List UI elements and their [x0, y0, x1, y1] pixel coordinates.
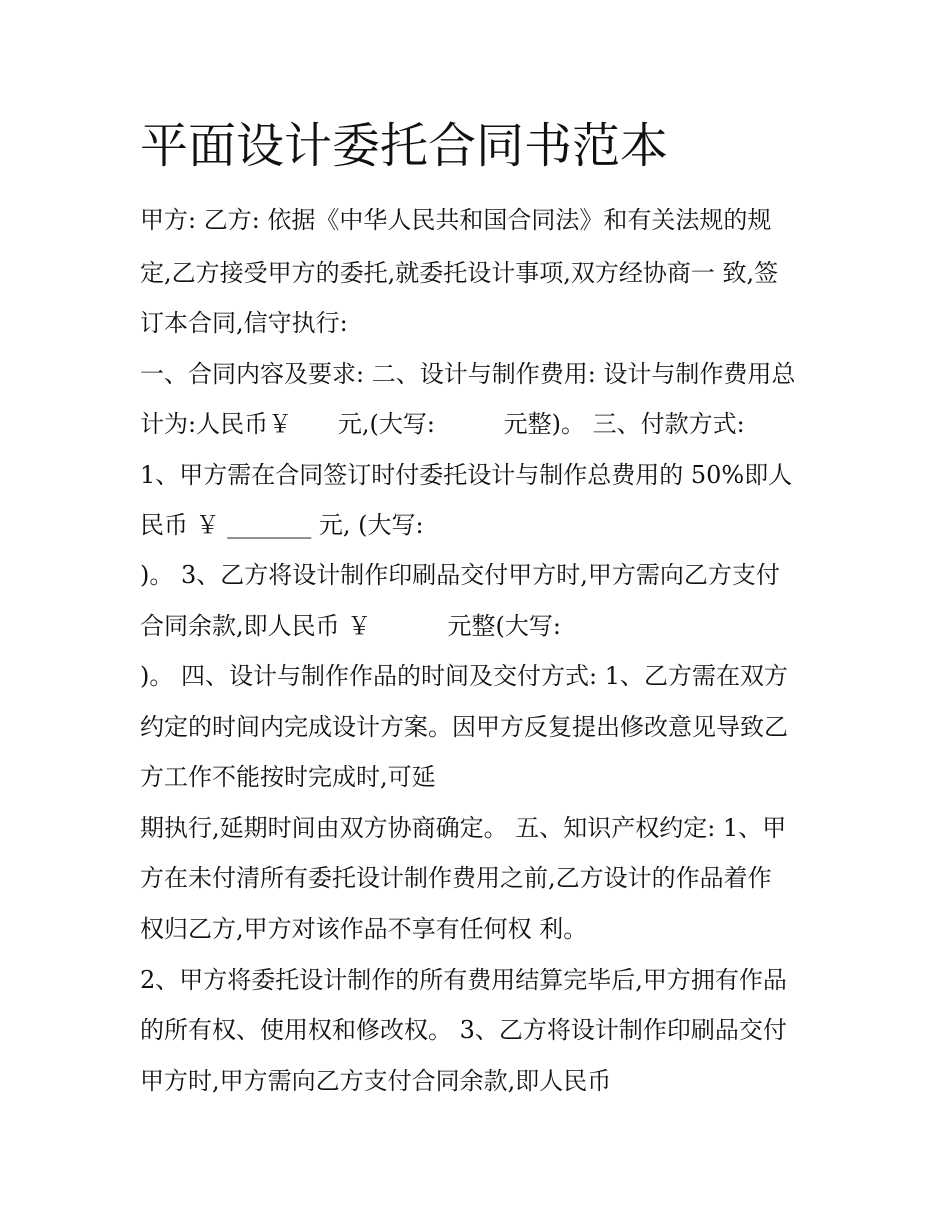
body-line: 方工作不能按时完成时,可延 [140, 763, 436, 791]
body-line: )。 四、设计与制作作品的时间及交付方式: 1、乙方需在双方 [140, 662, 788, 690]
body-line: 计为:人民币￥ 元,(大写: 元整)。 三、付款方式: [140, 410, 745, 438]
body-line: 的所有权、使用权和修改权。 3、乙方将设计制作印刷品交付 [140, 1016, 787, 1044]
body-line: 2、甲方将委托设计制作的所有费用结算完毕后,甲方拥有作品 [140, 966, 787, 994]
document-title: 平面设计委托合同书范本 [140, 118, 669, 174]
body-line: 定,乙方接受甲方的委托,就委托设计事项,双方经协商一 致,签 [140, 259, 779, 287]
body-line: 权归乙方,甲方对该作品不享有任何权 利。 [140, 915, 588, 943]
body-line: 约定的时间内完成设计方案。因甲方反复提出修改意见导致乙 [140, 713, 788, 741]
body-line: 期执行,延期时间由双方协商确定。 五、知识产权约定: 1、甲 [140, 814, 787, 842]
body-line: 甲方时,甲方需向乙方支付合同余款,即人民币 [140, 1067, 612, 1095]
body-line: 订本合同,信守执行: [140, 309, 348, 337]
body-line: 甲方: 乙方: 依据《中华人民共和国合同法》和有关法规的规 [140, 206, 772, 234]
body-line: 方在未付清所有委托设计制作费用之前,乙方设计的作品着作 [140, 864, 772, 892]
body-line: 1、甲方需在合同签订时付委托设计与制作总费用的 50%即人 [140, 461, 793, 489]
body-line: )。 3、乙方将设计制作印刷品交付甲方时,甲方需向乙方支付 [140, 561, 780, 589]
body-line: 合同余款,即人民币 ￥ 元整(大写: [140, 612, 561, 640]
body-line: 一、合同内容及要求: 二、设计与制作费用: 设计与制作费用总 [140, 360, 796, 388]
body-line: 民币 ￥ _______ 元, (大写: [140, 511, 424, 539]
